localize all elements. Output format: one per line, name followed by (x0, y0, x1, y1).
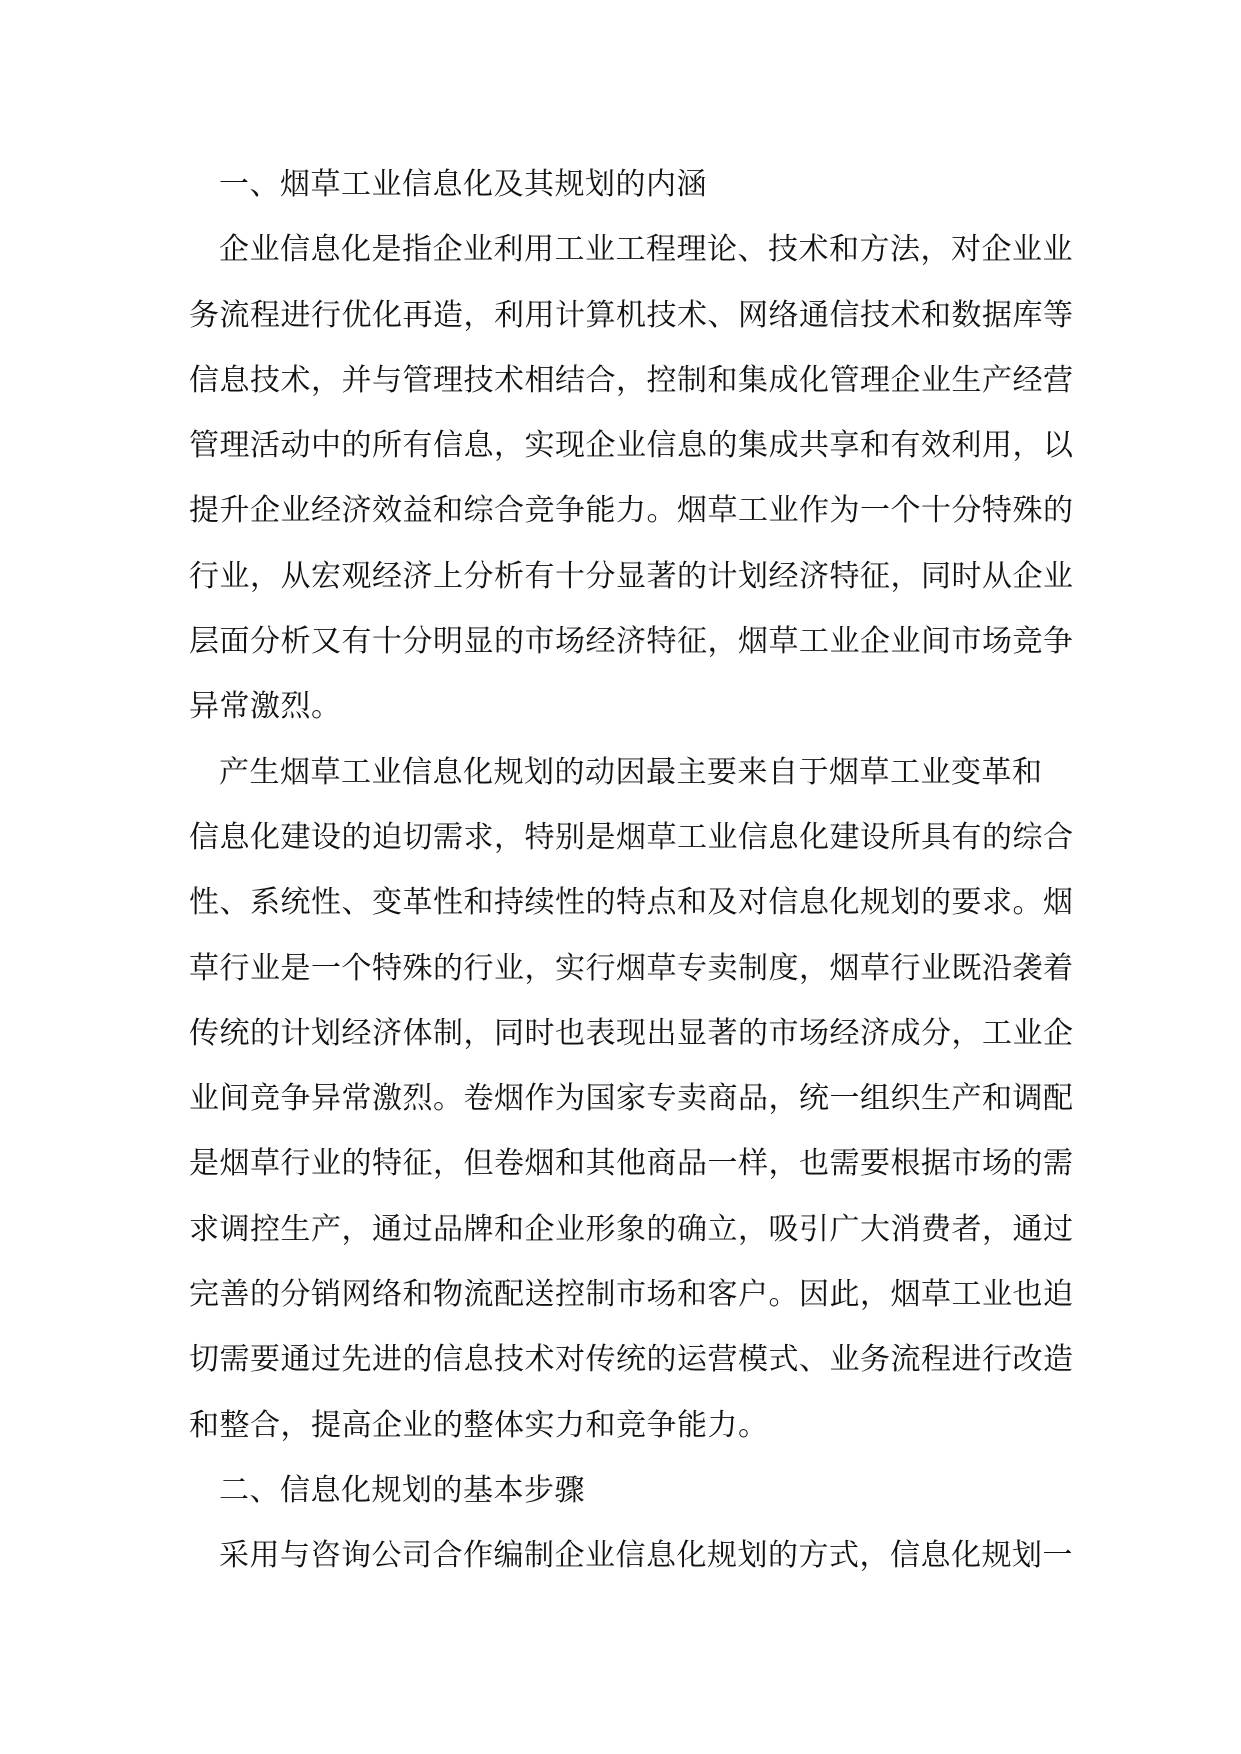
paragraph-line: 业间竞争异常激烈。卷烟作为国家专卖商品，统一组织生产和调配 (189, 1081, 1074, 1117)
paragraph-line: 信息化建设的迫切需求，特别是烟草工业信息化建设所具有的综合 (189, 819, 1074, 855)
paragraph-line: 提升企业经济效益和综合竞争能力。烟草工业作为一个十分特殊的 (189, 493, 1074, 529)
paragraph-line: 企业信息化是指企业利用工业工程理论、技术和方法，对企业业 (219, 232, 1073, 268)
paragraph-line: 行业，从宏观经济上分析有十分显著的计划经济特征，同时从企业 (189, 558, 1074, 594)
paragraph-line: 是烟草行业的特征，但卷烟和其他商品一样，也需要根据市场的需 (189, 1146, 1074, 1182)
paragraph-line: 草行业是一个特殊的行业，实行烟草专卖制度，烟草行业既沿袭着 (189, 950, 1074, 986)
section-heading (189, 1458, 1039, 1523)
paragraph-line: 和整合，提高企业的整体实力和竞争能力。 (189, 1407, 769, 1443)
paragraph-line: 采用与咨询公司合作编制企业信息化规划的方式，信息化规划一 (219, 1538, 1073, 1574)
paragraph (189, 1523, 1073, 1588)
document-body (189, 152, 1074, 1589)
paragraph-line: 切需要通过先进的信息技术对传统的运营模式、业务流程进行改造 (189, 1342, 1074, 1378)
paragraph-line: 管理活动中的所有信息，实现企业信息的集成共享和有效利用，以 (189, 428, 1074, 464)
paragraph (189, 740, 1074, 1458)
paragraph-line: 层面分析又有十分明显的市场经济特征，烟草工业企业间市场竞争 (189, 624, 1074, 660)
paragraph-line: 产生烟草工业信息化规划的动因最主要来自于烟草工业变革和 (219, 754, 1043, 790)
paragraph-line: 性、系统性、变革性和持续性的特点和及对信息化规划的要求。烟 (189, 885, 1074, 921)
paragraph (189, 217, 1074, 739)
paragraph-line: 传统的计划经济体制，同时也表现出显著的市场经济成分，工业企 (189, 1015, 1074, 1051)
paragraph-line: 异常激烈。 (189, 689, 342, 725)
paragraph-line: 求调控生产，通过品牌和企业形象的确立，吸引广大消费者，通过 (189, 1211, 1074, 1247)
paragraph-line: 信息技术，并与管理技术相结合，控制和集成化管理企业生产经营 (189, 362, 1074, 398)
heading-line: 一、烟草工业信息化及其规划的内涵 (219, 167, 707, 202)
heading-line: 二、信息化规划的基本步骤 (219, 1472, 585, 1508)
section-heading (189, 152, 1039, 217)
paragraph-line: 务流程进行优化再造，利用计算机技术、网络通信技术和数据库等 (189, 297, 1074, 333)
paragraph-line: 完善的分销网络和物流配送控制市场和客户。因此，烟草工业也迫 (189, 1277, 1074, 1313)
